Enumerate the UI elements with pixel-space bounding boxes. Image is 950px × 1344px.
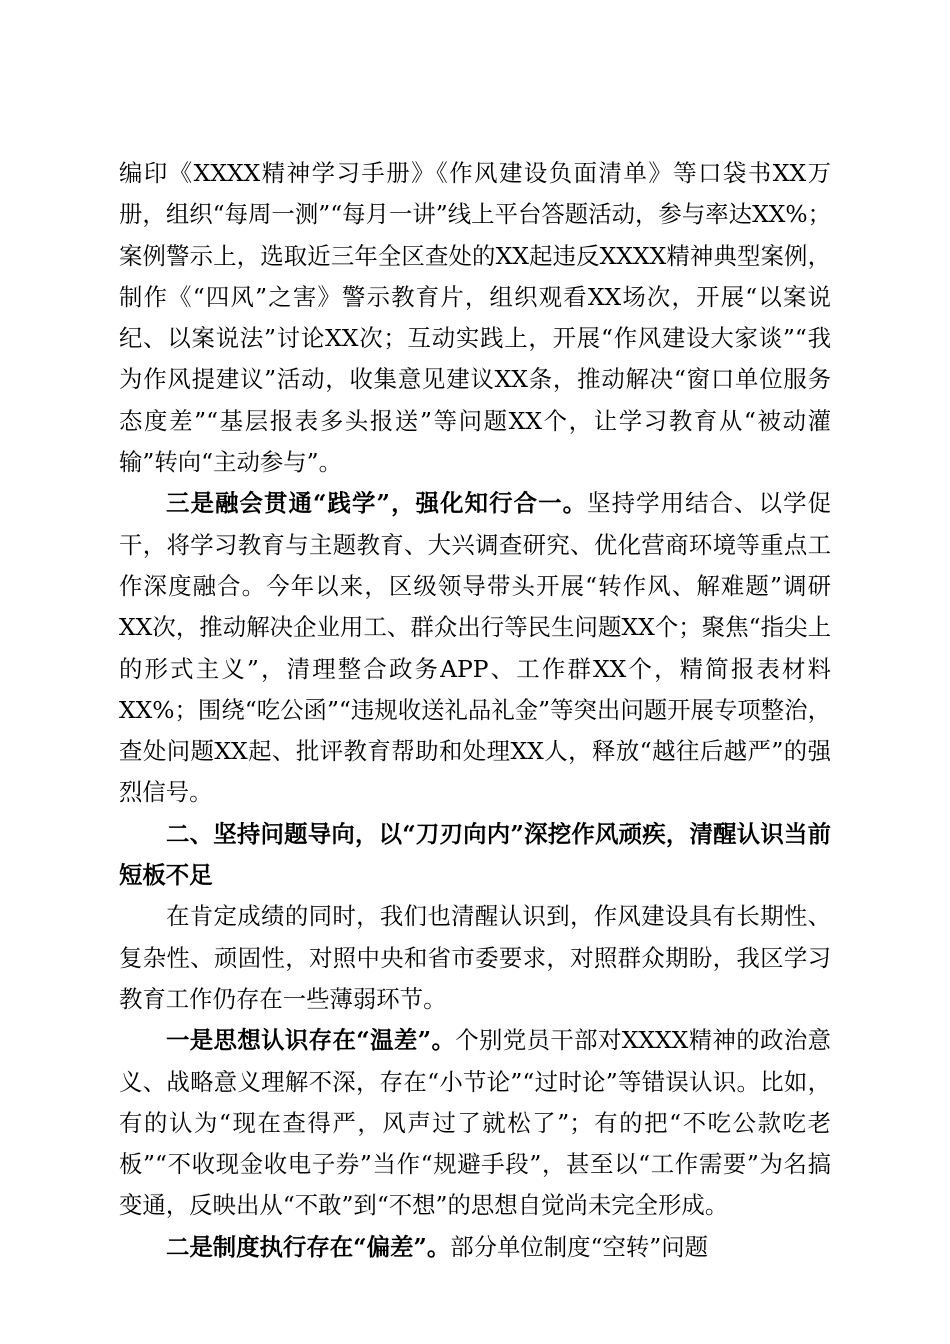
paragraph-continuation (119, 153, 831, 483)
section-heading-text: 二、坚持问题导向，以“刀刃向内”深挖作风顽疾，清醒认识当前短板不足 (119, 819, 831, 890)
paragraph-lead: 二是制度执行存在“偏差”。 (166, 1232, 451, 1261)
document-page (119, 153, 831, 1268)
paragraph-lead: 三是融会贯通“践学”，强化知行合一。 (166, 489, 588, 518)
paragraph-point-two (119, 1227, 831, 1268)
paragraph-text: 编印《XXXX精神学习手册》《作风建设负面清单》等口袋书XX万册，组织“每周一测”“每月一讲”线上平台答题活动，参与率达XX%；案例警示上，选取近三年全区查处的XX起违反XXXX精神典型案例，制作《“四风”之害》警示教育片，组织观看XX场次，开展“以案说纪、以案说法”讨论XX次；互动实践上，开展“作风建设大家谈”“我为作风提建议”活动，收集意见建议XX条，推动解决“窗口单位服务态度差”“基层报表多头报送”等问题XX个，让学习教育从“被动灌输”转向“主动参与”。 (119, 159, 831, 477)
paragraph-text: 在肯定成绩的同时，我们也清醒认识到，作风建设具有长期性、复杂性、顽固性，对照中央和省市委要求，对照群众期盼，我区学习教育工作仍存在一些薄弱环节。 (119, 902, 831, 1013)
paragraph-intro (119, 896, 831, 1020)
paragraph-text: 部分单位制度“空转”问题 (450, 1232, 709, 1261)
paragraph-text: 个别党员干部对XXXX精神的政治意义、战略意义理解不深，存在“小节论”“过时论”等错误认识。比如，有的认为“现在查得严，风声过了就松了”；有的把“不吃公款吃老板”“不收现金收电子券”当作“规避手段”，甚至以“工作需要”为名搞变通，反映出从“不敢”到“不想”的思想自觉尚未完全形成。 (119, 1026, 831, 1220)
section-heading (119, 814, 831, 897)
paragraph-point-one (119, 1020, 831, 1226)
paragraph-text: 坚持学用结合、以学促干，将学习教育与主题教育、大兴调查研究、优化营商环境等重点工作深度融合。今年以来，区级领导带头开展“转作风、解难题”调研XX次，推动解决企业用工、群众出行等民生问题XX个；聚焦“指尖上的形式主义”，清理整合政务APP、工作群XX个，精简报表材料XX%；围绕“吃公函”“违规收送礼品礼金”等突出问题开展专项整治，查处问题XX起、批评教育帮助和处理XX人，释放“越往后越严”的强烈信号。 (119, 489, 831, 807)
paragraph-point-three (119, 483, 831, 813)
paragraph-lead: 一是思想认识存在“温差”。 (166, 1026, 456, 1055)
